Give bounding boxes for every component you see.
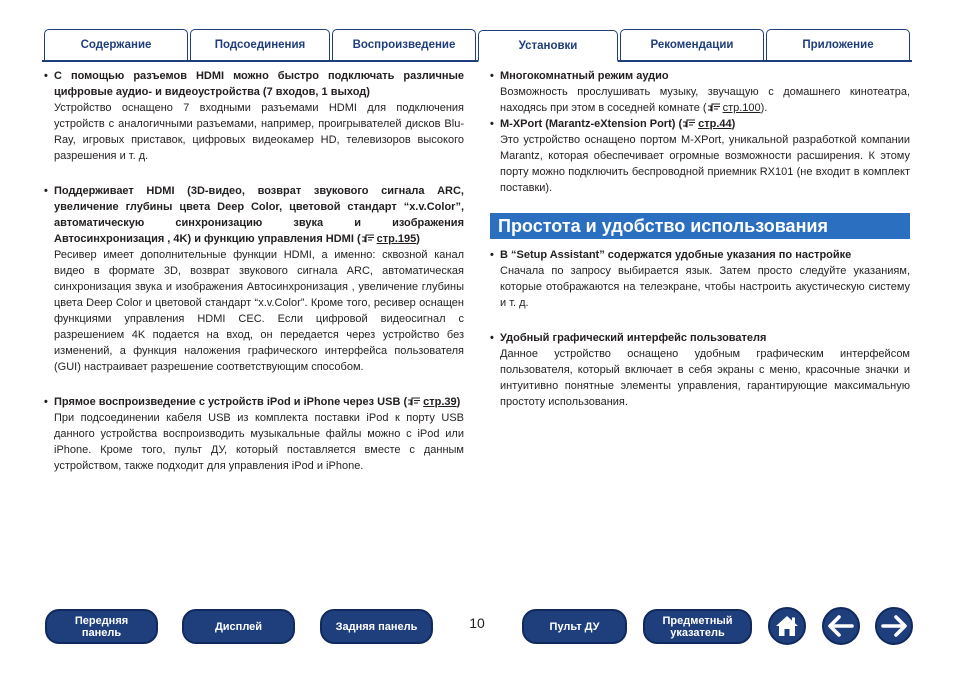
top-tab-bar xyxy=(42,26,912,62)
feature-multiroom xyxy=(490,68,910,116)
feature-description xyxy=(490,84,910,116)
tab-contents[interactable]: Содержание xyxy=(44,29,188,60)
right-column xyxy=(490,68,910,410)
feature-heading-text: Многокомнатный режим аудио xyxy=(500,70,669,82)
bullet: • xyxy=(44,70,48,82)
tab-playback[interactable]: Воспроизведение xyxy=(332,29,476,60)
bullet: • xyxy=(490,332,494,344)
feature-description: Ресивер имеет дополнительные функции HDMI, а именно: сквозной канал видео в формате 3D, возврат звукового сигнала ARC, автоматическая синхронизация звука и изображения Автосинхронизация , увеличение глубины цвета Deep Color и цветовой стандарт “x.v.Color”. Кроме того, ресивер оснащен функциями управления HDMI CEC. Если цифровой видеосигнал с разрешением 4K подается на вход, он передается через устройство без изменений, а функция наложения графического интерфейса пользователя (GUI) настраивает разрешение соответствующим способом. xyxy=(54,249,464,373)
index-button[interactable] xyxy=(643,609,752,644)
pointing-hand-icon xyxy=(361,232,376,243)
feature-usb xyxy=(44,394,464,474)
tab-tips[interactable]: Рекомендации xyxy=(620,29,764,60)
feature-heading xyxy=(490,68,910,84)
feature-hdmi-features xyxy=(44,183,464,375)
feature-hdmi-inputs xyxy=(44,68,464,164)
feature-description: Это устройство оснащено портом M-XPort, уникальной разработкой компании Marantz, которая обеспечивает огромные возможности расширения. К этому порту можно подключить беспроводной приемник RX101 (не входит в комплект поставки). xyxy=(500,134,910,194)
feature-heading xyxy=(490,330,910,346)
front-panel-button[interactable] xyxy=(45,609,158,644)
feature-heading-text: M-XPort (Marantz-eXtension Port) ( xyxy=(500,118,683,130)
feature-description: Данное устройство оснащено удобным графическим интерфейсом пользователя, который включает в себя экраны с меню, красочные значки и интуитивно понятные элементы управления, гарантирующие максимальную простоту использования. xyxy=(500,348,910,408)
feature-description: Устройство оснащено 7 входными разъемами HDMI для подключения устройств с аналогичными разъемами, например, проигрывателей дисков Blu-Ray, игровых приставок, цифровых видеокамер HD, телевизоров высокого разрешения и т. д. xyxy=(54,102,464,162)
remote-label: Пульт ДУ xyxy=(549,620,600,633)
feature-description: При подсоединении кабеля USB из комплекта поставки iPod к порту USB данного устройства воспроизводить музыкальные файлы можно с iPod или iPhone. Кроме того, пульт ДУ, который поставляется вместе с данным устройством, также подходит для управления iPod и iPhone. xyxy=(54,412,464,472)
feature-heading-end: ) xyxy=(456,396,461,408)
index-label-line2: указатель xyxy=(670,626,725,639)
feature-gui xyxy=(490,330,910,410)
bullet: • xyxy=(44,396,48,408)
index-label-line1: Предметный xyxy=(662,614,733,627)
tab-appendix[interactable]: Приложение xyxy=(766,29,910,60)
arrow-right-icon xyxy=(880,615,908,637)
page-reference-link[interactable]: стр.195 xyxy=(376,233,417,245)
feature-description-text: Возможность прослушивать музыку, звучащую с домашнего кинотеатра, находясь при этом в соседней комнате ( xyxy=(500,86,910,114)
tab-connections[interactable]: Подсоединения xyxy=(190,29,330,60)
feature-heading xyxy=(44,394,464,410)
feature-heading-text: С помощью разъемов HDMI можно быстро подключать различные цифровые аудио- и видеоустройства (7 входов, 1 выход) xyxy=(54,70,464,98)
tab-baseline xyxy=(42,60,912,62)
page-reference-link[interactable]: стр.100 xyxy=(722,102,761,114)
pointing-hand-icon xyxy=(682,117,697,128)
feature-description-end: ). xyxy=(760,102,768,114)
bullet: • xyxy=(490,70,494,82)
feature-heading-text: Удобный графический интерфейс пользователя xyxy=(500,332,767,344)
feature-heading xyxy=(490,247,910,263)
bullet: • xyxy=(44,185,48,197)
rear-panel-button[interactable] xyxy=(320,609,433,644)
home-icon xyxy=(774,614,800,638)
feature-heading xyxy=(44,68,464,100)
section-title: Простота и удобство использования xyxy=(490,213,910,239)
remote-button[interactable] xyxy=(522,609,627,644)
tab-settings[interactable]: Установки xyxy=(478,30,618,62)
page-reference-link[interactable]: стр.44 xyxy=(698,118,732,130)
feature-mxport xyxy=(490,116,910,196)
feature-heading xyxy=(490,116,910,132)
home-button[interactable] xyxy=(768,607,806,645)
rear-panel-label: Задняя панель xyxy=(335,620,418,633)
left-column xyxy=(44,68,464,474)
page-number: 10 xyxy=(469,615,485,631)
feature-heading-end: ) xyxy=(416,233,420,245)
pointing-hand-icon xyxy=(407,395,422,406)
front-panel-label-line1: Передняя xyxy=(74,614,129,627)
pointing-hand-icon xyxy=(707,101,722,112)
bullet: • xyxy=(490,118,494,130)
page-reference-link[interactable]: стр.39 xyxy=(423,396,457,408)
feature-heading-end: ) xyxy=(731,118,736,130)
feature-description: Сначала по запросу выбирается язык. Затем просто следуйте указаниям, которые отображаются на телеэкране, чтобы настроить акустическую систему и т. д. xyxy=(500,265,910,309)
back-button[interactable] xyxy=(822,607,860,645)
forward-button[interactable] xyxy=(875,607,913,645)
display-label: Дисплей xyxy=(214,620,263,633)
feature-heading-text: Прямое воспроизведение с устройств iPod и iPhone через USB ( xyxy=(54,396,408,408)
display-button[interactable] xyxy=(182,609,295,644)
feature-heading-text: В “Setup Assistant” содержатся удобные указания по настройке xyxy=(500,249,852,261)
arrow-left-icon xyxy=(827,615,855,637)
feature-heading xyxy=(44,183,464,247)
feature-setup-assistant xyxy=(490,247,910,311)
bullet: • xyxy=(490,249,494,261)
front-panel-label-line2: панель xyxy=(81,626,122,639)
feature-heading-text: Поддерживает HDMI (3D-видео, возврат звукового сигнала ARC, увеличение глубины цвета Deep Color, цветовой стандарт “x.v.Color”, автоматическую синхронизацию звука и изображения Автосинхронизация , 4K) и функцию управления HDMI ( xyxy=(54,185,464,245)
